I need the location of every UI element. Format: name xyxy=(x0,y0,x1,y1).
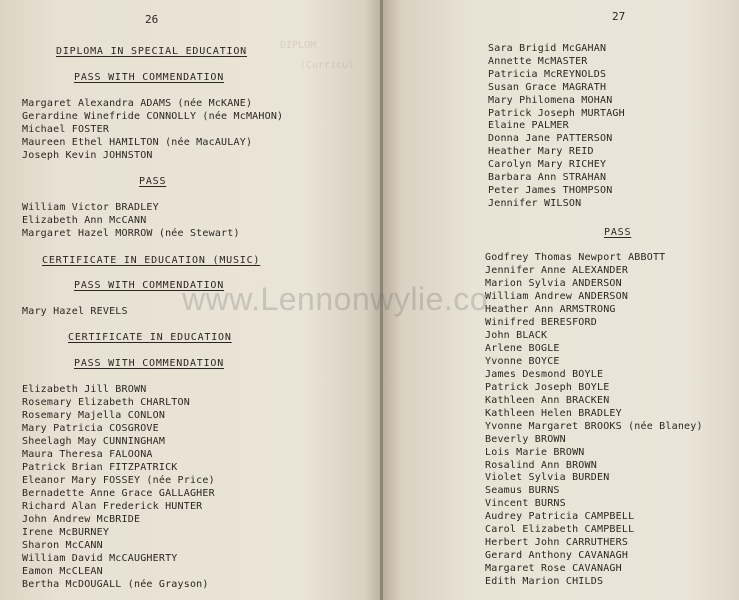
section-heading: PASS xyxy=(139,176,167,187)
section-heading: CERTIFICATE IN EDUCATION (MUSIC) xyxy=(42,255,261,266)
graduate-name: Edith Marion CHILDS xyxy=(485,576,604,588)
graduate-name: Maureen Ethel HAMILTON (née MacAULAY) xyxy=(22,136,253,148)
graduate-name: Maura Theresa FALOONA xyxy=(22,449,153,460)
graduate-name: Lois Marie BROWN xyxy=(485,446,585,458)
graduate-name: Margaret Rose CAVANAGH xyxy=(485,563,622,575)
graduate-name: Annette McMASTER xyxy=(488,55,588,67)
graduate-name: Godfrey Thomas Newport ABBOTT xyxy=(485,252,666,263)
graduate-name: Mary Philomena MOHAN xyxy=(488,94,613,106)
graduate-name: Gerardine Winefride CONNOLLY (née McMAHON) xyxy=(22,110,284,122)
graduate-name: Kathleen Ann BRACKEN xyxy=(485,394,610,406)
graduate-name: Arlene BOGLE xyxy=(485,342,560,354)
section-heading: CERTIFICATE IN EDUCATION xyxy=(68,332,232,343)
graduate-name: Barbara Ann STRAHAN xyxy=(488,172,607,183)
graduate-name: Elizabeth Jill BROWN xyxy=(22,384,147,395)
page-number: 27 xyxy=(612,10,626,23)
graduate-name: Mary Hazel REVELS xyxy=(22,306,128,317)
graduate-name: Margaret Alexandra ADAMS (née McKANE) xyxy=(22,98,253,109)
graduate-name: Sheelagh May CUNNINGHAM xyxy=(22,436,166,447)
graduate-name: Eleanor Mary FOSSEY (née Price) xyxy=(22,475,215,486)
graduate-name: Michael FOSTER xyxy=(22,123,110,135)
graduate-name: Donna Jane PATTERSON xyxy=(488,133,613,145)
graduate-name: Patrick Joseph BOYLE xyxy=(485,381,610,393)
graduate-name: Beverly BROWN xyxy=(485,433,566,445)
graduate-name: John Andrew McBRIDE xyxy=(22,514,141,525)
graduate-name: Yvonne BOYCE xyxy=(485,355,560,367)
section-heading: PASS xyxy=(604,227,632,238)
show-through-text: DIPLOM xyxy=(280,40,317,51)
graduate-name: Sharon McCANN xyxy=(22,540,103,551)
graduate-name: Patricia McREYNOLDS xyxy=(488,68,607,80)
page-number: 26 xyxy=(145,13,159,26)
graduate-name: Kathleen Helen BRADLEY xyxy=(485,407,622,419)
graduate-name: John BLACK xyxy=(485,329,548,341)
graduate-name: William Victor BRADLEY xyxy=(22,202,159,213)
graduate-name: Elaine PALMER xyxy=(488,120,569,132)
graduate-name: Heather Ann ARMSTRONG xyxy=(485,303,616,315)
graduate-name: Joseph Kevin JOHNSTON xyxy=(22,149,153,161)
graduate-name: Jennifer Anne ALEXANDER xyxy=(485,264,629,276)
graduate-name: Richard Alan Frederick HUNTER xyxy=(22,501,203,512)
graduate-name: Irene McBURNEY xyxy=(22,527,110,538)
graduate-name: Carolyn Mary RICHEY xyxy=(488,159,607,171)
graduate-name: Elizabeth Ann McCANN xyxy=(22,214,147,226)
graduate-name: Bertha McDOUGALL (née Grayson) xyxy=(22,579,209,590)
graduate-name: Yvonne Margaret BROOKS (née Blaney) xyxy=(485,420,703,432)
graduate-name: Heather Mary REID xyxy=(488,146,594,158)
graduate-name: Peter James THOMPSON xyxy=(488,184,613,196)
graduate-name: Marion Sylvia ANDERSON xyxy=(485,277,622,289)
graduate-name: Herbert John CARRUTHERS xyxy=(485,537,629,549)
section-heading: PASS WITH COMMENDATION xyxy=(74,280,225,291)
graduate-name: Audrey Patricia CAMPBELL xyxy=(485,511,635,523)
graduate-name: Patrick Joseph MURTAGH xyxy=(488,107,625,119)
section-heading: PASS WITH COMMENDATION xyxy=(74,358,225,369)
graduate-name: Seamus BURNS xyxy=(485,485,560,497)
graduate-name: Rosalind Ann BROWN xyxy=(485,459,597,471)
graduate-name: Jennifer WILSON xyxy=(488,197,582,209)
graduate-name: Winifred BERESFORD xyxy=(485,316,597,328)
graduate-name: James Desmond BOYLE xyxy=(485,368,604,380)
graduate-name: Mary Patricia COSGROVE xyxy=(22,423,159,434)
show-through-text: (Curricul xyxy=(300,60,355,71)
watermark: www.Lennonwylie.co xyxy=(182,281,489,317)
graduate-name: Vincent BURNS xyxy=(485,498,566,510)
graduate-name: Eamon McCLEAN xyxy=(22,566,103,577)
graduate-name: William Andrew ANDERSON xyxy=(485,290,629,302)
graduate-name: Rosemary Majella CONLON xyxy=(22,410,166,421)
graduate-name: William David McCAUGHERTY xyxy=(22,553,178,564)
graduate-name: Carol Elizabeth CAMPBELL xyxy=(485,524,635,536)
graduate-name: Violet Sylvia BURDEN xyxy=(485,472,610,484)
section-heading: PASS WITH COMMENDATION xyxy=(74,72,225,83)
graduate-name: Sara Brigid McGAHAN xyxy=(488,43,607,54)
graduate-name: Gerard Anthony CAVANAGH xyxy=(485,550,629,562)
section-heading: DIPLOMA IN SPECIAL EDUCATION xyxy=(56,46,247,57)
graduate-name: Susan Grace MAGRATH xyxy=(488,81,607,93)
graduate-name: Rosemary Elizabeth CHARLTON xyxy=(22,397,190,408)
graduate-name: Bernadette Anne Grace GALLAGHER xyxy=(22,488,215,499)
graduate-name: Margaret Hazel MORROW (née Stewart) xyxy=(22,227,240,239)
graduate-name: Patrick Brian FITZPATRICK xyxy=(22,462,178,473)
